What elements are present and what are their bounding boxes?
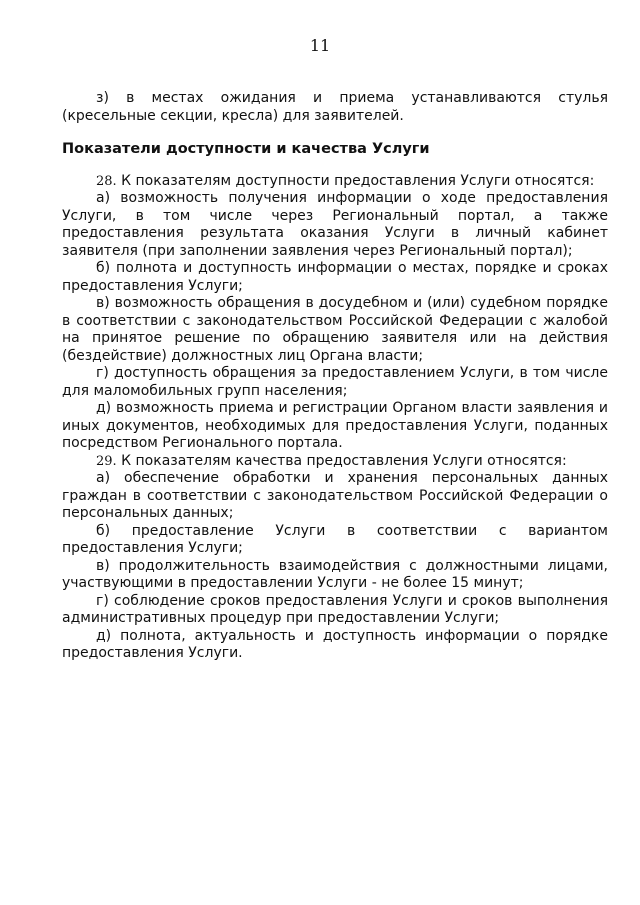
paragraph-28-v: в) возможность обращения в досудебном и (или) судебном порядке в соответствии с законодательством Российской Федерации с жалобой на принятое решение по обращению заявителя или на действия (бездействие) должностных лиц Органа власти; [62, 295, 608, 364]
document-body [62, 90, 608, 663]
paragraph-29-v: в) продолжительность взаимодействия с должностными лицами, участвующими в предоставлении Услуги - не более 15 минут; [62, 557, 608, 591]
paragraph-28-text: К показателям доступности предоставления Услуги относятся: [121, 172, 595, 189]
clause-number-28: 28. [96, 173, 117, 189]
paragraph-29-a: а) обеспечение обработки и хранения персональных данных граждан в соответствии с законодательством Российской Федерации о персональных данных; [62, 470, 608, 521]
paragraph-29-d: д) полнота, актуальность и доступность информации о порядке предоставления Услуги. [62, 627, 608, 661]
paragraph-28-a: а) возможность получения информации о ходе предоставления Услуги, в том числе через Региональный портал, а также предоставления результата оказания Услуги в личный кабинет заявителя (при заполнении заявления через Региональный портал); [62, 190, 608, 259]
paragraph-28-d: д) возможность приема и регистрации Органом власти заявления и иных документов, необходимых для предоставления Услуги, поданных посредством Регионального портала. [62, 400, 608, 451]
paragraph-29-text: К показателям качества предоставления Услуги относятся: [121, 452, 567, 469]
paragraph-29-b: б) предоставление Услуги в соответствии с вариантом предоставления Услуги; [62, 522, 608, 556]
section-heading: Показатели доступности и качества Услуги [62, 141, 430, 157]
paragraph-29-g: г) соблюдение сроков предоставления Услуги и сроков выполнения административных процедур при предоставлении Услуги; [62, 592, 608, 626]
paragraph-28 [62, 173, 608, 191]
page-number: 11 [309, 36, 331, 55]
paragraph-z-seating: з) в местах ожидания и приема устанавливаются стулья (кресельные секции, кресла) для заявителей. [62, 90, 608, 124]
paragraph-28-b: б) полнота и доступность информации о местах, порядке и сроках предоставления Услуги; [62, 260, 608, 294]
paragraph-29 [62, 453, 608, 471]
paragraph-28-g: г) доступность обращения за предоставлением Услуги, в том числе для маломобильных групп населения; [62, 365, 608, 399]
clause-number-29: 29. [96, 453, 117, 469]
